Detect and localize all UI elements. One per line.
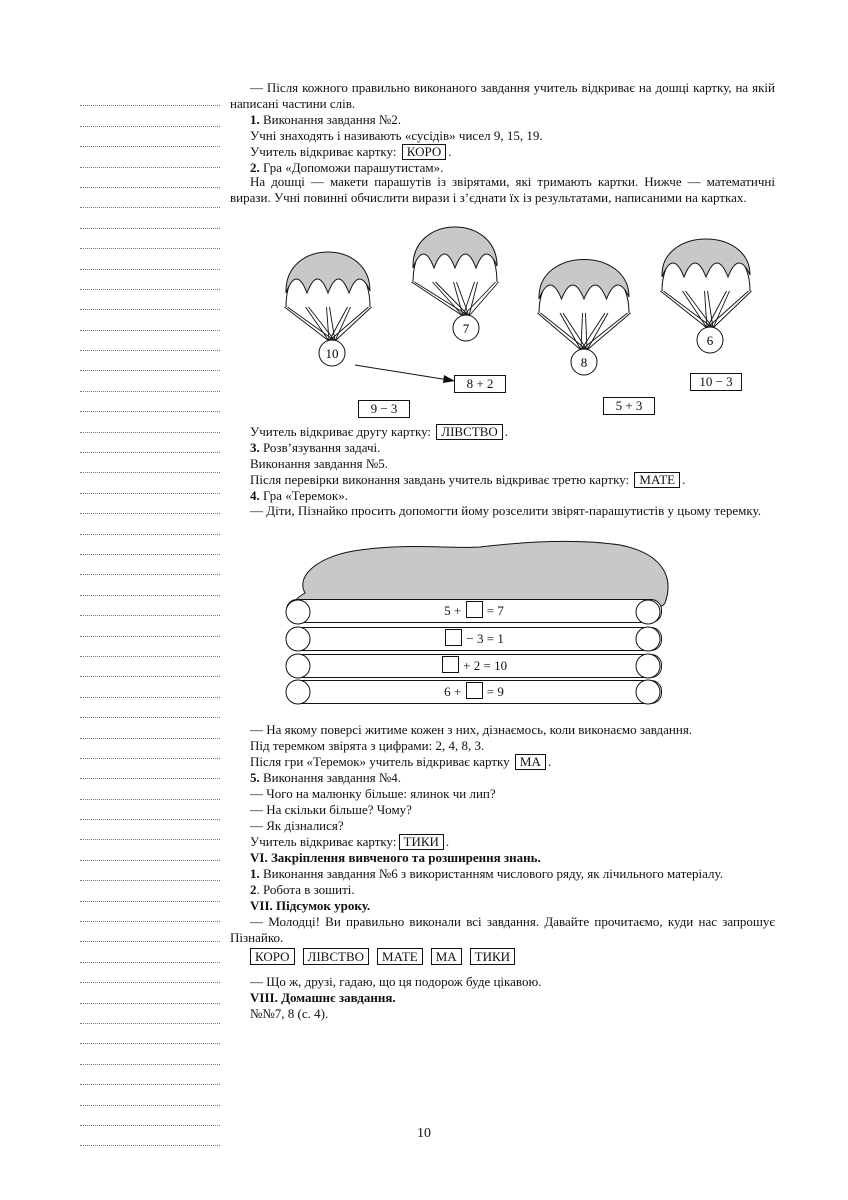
word-card: МА	[431, 948, 462, 965]
section-1: 1. Виконання завдання №2.	[250, 112, 402, 127]
parachute-number: 6	[706, 333, 714, 348]
word-card: ТИКИ	[470, 948, 515, 965]
word-card: МАТЕ	[634, 472, 680, 488]
heading-viii: VIII. Домашнє завдання.	[250, 990, 396, 1005]
paragraph-well-done: — Молодці! Ви правильно виконали всі завдання. Давайте прочитаємо, куди нас запрошує Пізнайко.	[230, 914, 775, 945]
parachute-number: 10	[325, 346, 339, 361]
word-card: КОРО	[250, 948, 295, 965]
heading-vi: VI. Закріплення вивченого та розширення знань.	[250, 850, 541, 865]
paragraph-card2: Учитель відкриває другу картку: ЛІВСТВО .	[250, 424, 509, 439]
section-4: 4. Гра «Теремок».	[250, 488, 348, 503]
parachute	[412, 227, 499, 341]
section-6-2: 2. Робота в зошиті.	[250, 882, 355, 897]
expression-card: 9 − 3	[358, 400, 410, 418]
paragraph-card4: Після гри «Теремок» учитель відкриває картку МА .	[250, 754, 552, 769]
question-1: — Чого на малюнку більше: ялинок чи лип?	[250, 786, 496, 801]
section-2: 2. Гра «Допоможи парашутистам».	[250, 160, 444, 175]
expression-card: 10 − 3	[690, 373, 742, 391]
paragraph-card1: Учитель відкриває картку: КОРО .	[250, 144, 452, 159]
expression-card: 5 + 3	[603, 397, 655, 415]
connection-arrow	[355, 365, 455, 381]
parachute	[538, 260, 631, 376]
page-number: 10	[417, 1126, 431, 1141]
section-6-1: 1. Виконання завдання №6 з використанням числового ряду, як лічильного матеріалу.	[250, 866, 723, 881]
question-2: — На скільки більше? Чому?	[250, 802, 412, 817]
margin-note-lines	[80, 86, 220, 1146]
parachute-number: 7	[462, 321, 470, 336]
log-floor-3: + 2 = 10	[286, 654, 662, 678]
log-ends	[284, 598, 664, 708]
section-5: 5. Виконання завдання №4.	[250, 770, 402, 785]
paragraph-intro: — Після кожного правильно виконаного завдання учитель відкриває на дошці картку, на якій написані частини слів.	[230, 80, 775, 111]
paragraph-board: На дошці — макети парашутів із звірятами, які тримають картки. Нижче — математичні вирази. Учні повинні обчислити вирази і з’єднати їх із результатами, написаними на картках.	[230, 174, 775, 205]
paragraph-under: Під теремком звірята з цифрами: 2, 4, 8, 3.	[250, 738, 485, 753]
paragraph-floor: — На якому поверсі житиме кожен з них, дізнаємось, коли виконаємо завдання.	[250, 722, 693, 737]
paragraph-card5: Учитель відкриває картку: ТИКИ .	[250, 834, 450, 849]
parachute-number: 8	[580, 355, 588, 370]
parachute	[661, 239, 752, 353]
final-cards	[250, 948, 523, 965]
log-floor-1: 5 + = 7	[286, 599, 662, 623]
question-3: — Як дізналися?	[250, 818, 344, 833]
paragraph-task5: Виконання завдання №5.	[250, 456, 389, 471]
heading-vii: VII. Підсумок уроку.	[250, 898, 371, 913]
paragraph-neighbors: Учні знаходять і називають «сусідів» чисел 9, 15, 19.	[250, 128, 543, 143]
word-card: МА	[515, 754, 546, 770]
paragraph-card3: Після перевірки виконання завдань учитель відкриває третю картку: МАТЕ .	[250, 472, 686, 487]
word-card: ЛІВСТВО	[436, 424, 503, 440]
word-card: ТИКИ	[399, 834, 444, 850]
log-floor-2: − 3 = 1	[286, 627, 662, 651]
parachute	[285, 252, 372, 366]
paragraph-trip: — Що ж, друзі, гадаю, що ця подорож буде цікавою.	[250, 974, 542, 989]
expression-card: 8 + 2	[454, 375, 506, 393]
word-card: КОРО	[402, 144, 447, 160]
word-card: ЛІВСТВО	[303, 948, 370, 965]
homework: №№7, 8 (с. 4).	[250, 1006, 329, 1021]
section-3: 3. Розв’язування задачі.	[250, 440, 381, 455]
paragraph-kids: — Діти, Пізнайко просить допомогти йому розселити звірят-парашутистів у цьому теремку.	[250, 503, 761, 518]
word-card: МАТЕ	[377, 948, 423, 965]
log-floor-4: 6 + = 9	[286, 680, 662, 704]
